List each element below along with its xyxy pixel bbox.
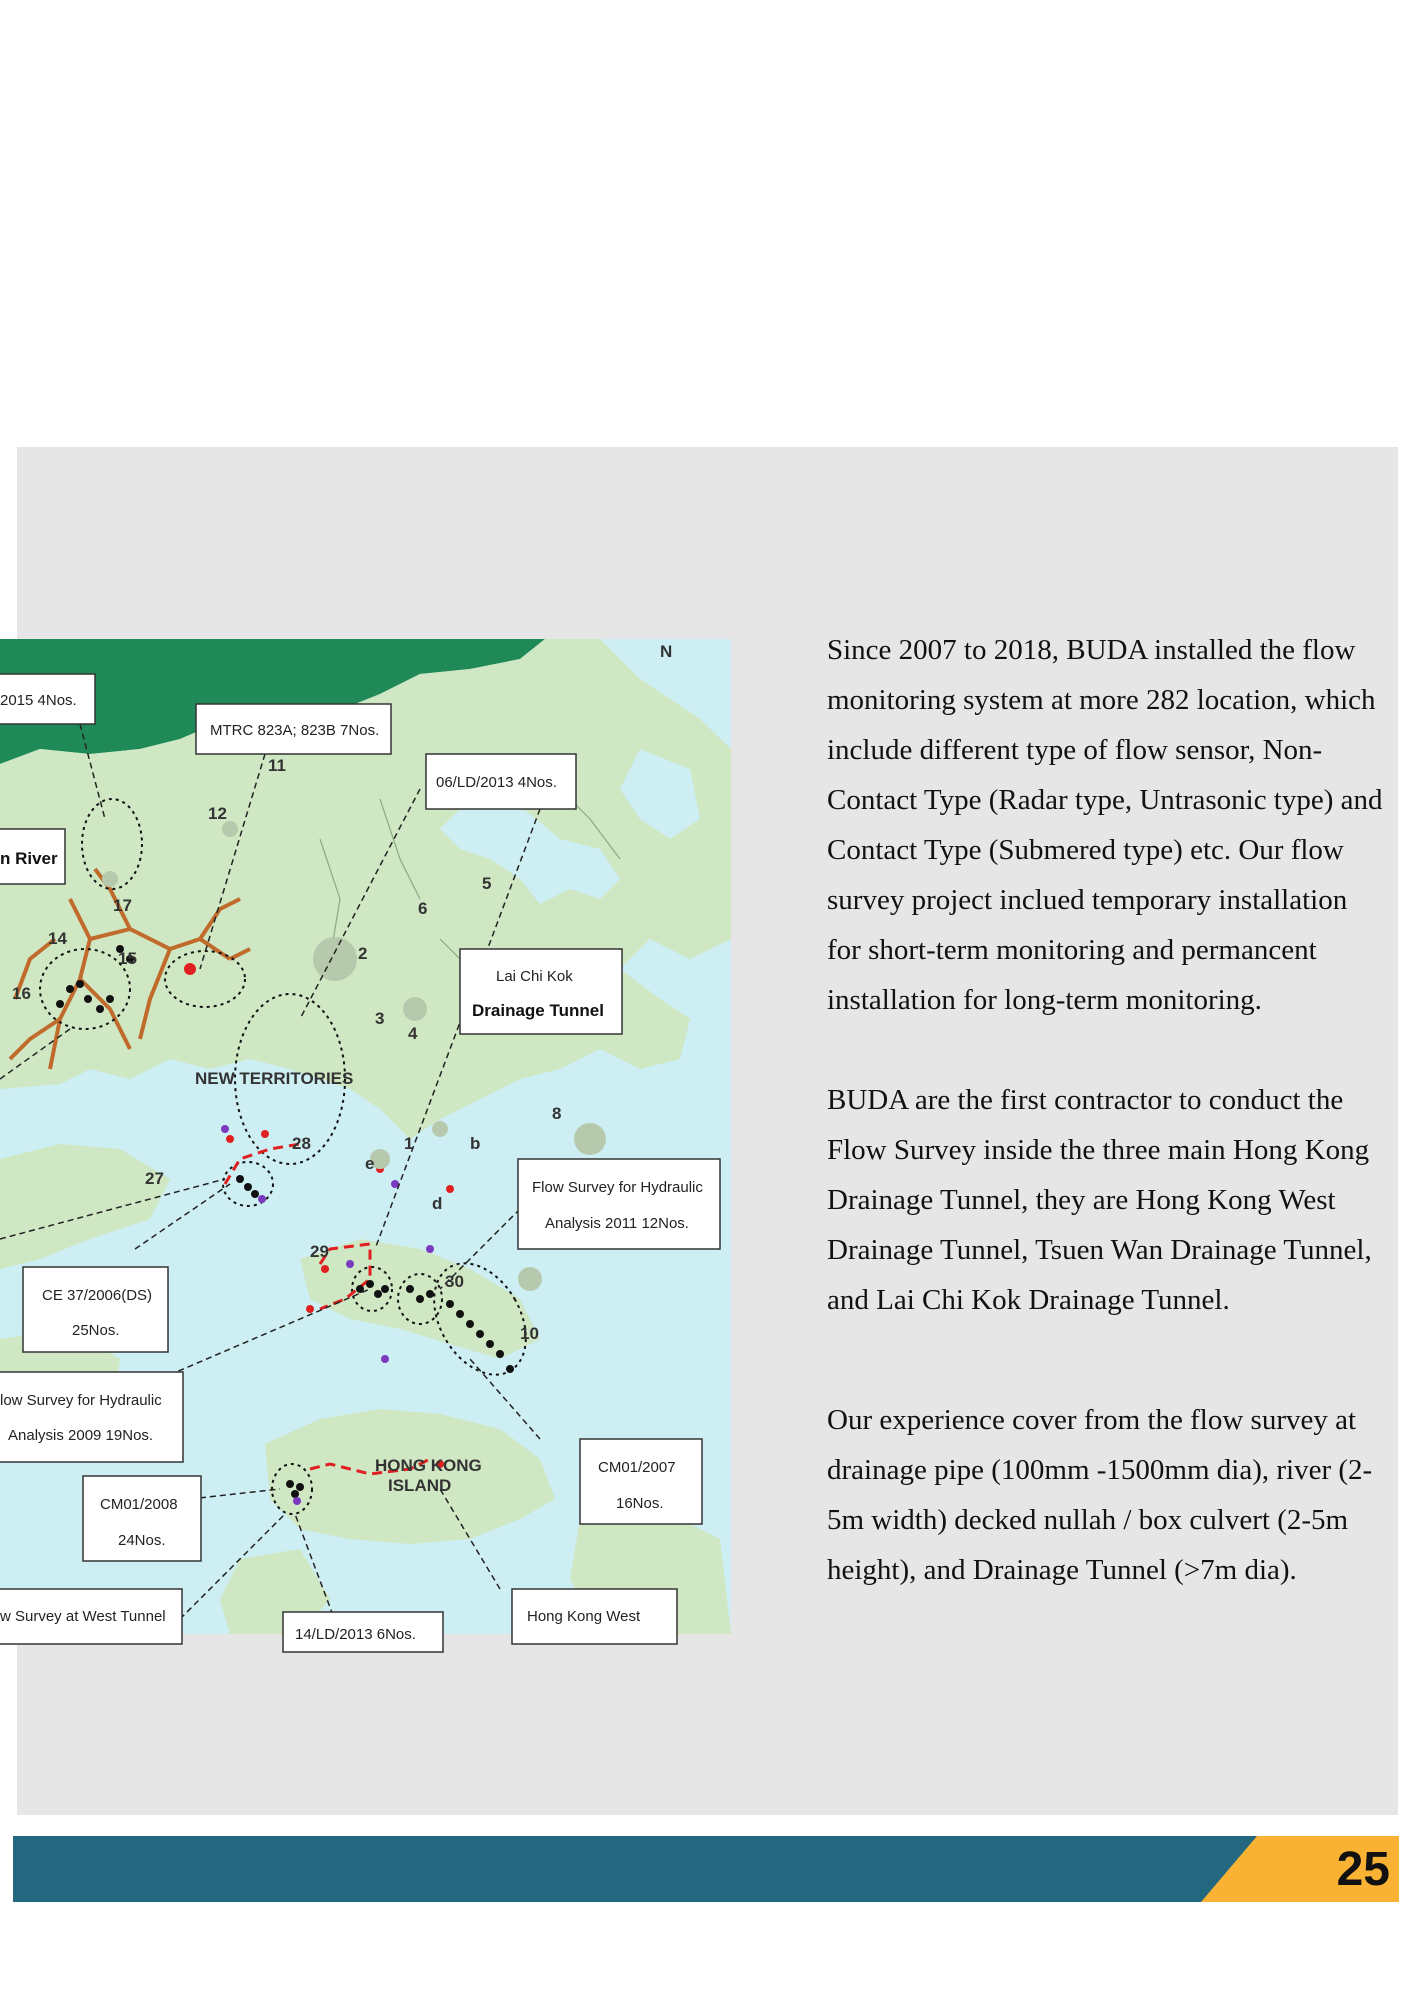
area-number: 8	[552, 1104, 562, 1123]
label-ce37-2: 25Nos.	[72, 1322, 120, 1339]
area-number: 12	[208, 804, 227, 823]
area-number: 3	[375, 1009, 385, 1028]
area-number: 10	[520, 1324, 539, 1343]
area-number: 6	[418, 899, 428, 918]
label-cm2008-1: CM01/2008	[100, 1496, 178, 1513]
area-number: 11	[268, 756, 286, 775]
label-hong-kong-west: Hong Kong West	[527, 1608, 641, 1625]
label-2015: 2015 4Nos.	[0, 692, 77, 709]
label-mtrc: MTRC 823A; 823B 7Nos.	[210, 722, 380, 739]
label-fs-2009-1: low Survey for Hydraulic	[0, 1392, 162, 1409]
label-fs-2009-2: Analysis 2009 19Nos.	[8, 1427, 154, 1444]
area-number: 1	[404, 1134, 414, 1153]
area-number: b	[470, 1134, 481, 1153]
label-ce37-1: CE 37/2006(DS)	[42, 1287, 153, 1304]
area-number: 14	[48, 929, 67, 948]
area-number: 28	[292, 1134, 311, 1153]
hk-island-text-2: ISLAND	[388, 1476, 452, 1495]
label-west-tunnel: w Survey at West Tunnel	[0, 1608, 166, 1625]
label-cm2007-2: 16Nos.	[616, 1495, 664, 1512]
area-number: 16	[12, 984, 31, 1003]
footer-bar	[13, 1836, 1399, 1902]
area-number: 5	[482, 874, 492, 893]
label-14-ld-2013: 14/LD/2013 6Nos.	[295, 1626, 416, 1643]
label-06-ld-2013: 06/LD/2013 4Nos.	[436, 774, 557, 791]
label-cm2008-2: 24Nos.	[118, 1532, 166, 1549]
area-number: 27	[145, 1169, 164, 1188]
label-lai-chi-kok-2: Drainage Tunnel	[472, 1001, 604, 1020]
area-number: d	[432, 1194, 443, 1213]
area-number: 2	[358, 944, 368, 963]
flow-survey-map	[0, 639, 731, 1643]
footer-blue-band	[13, 1836, 1399, 1902]
page-number: 25	[1336, 1843, 1390, 1896]
label-river: n River	[0, 849, 58, 868]
paragraph-1: Since 2007 to 2018, BUDA installed the flow monitoring system at more 282 location, which include different type of flow sensor, Non-Contact Type (Radar type, Untrasonic type) and Contact Type (Submered type) etc. Our flow survey project inclued temporary installation for short-term monitoring and permancent installation for long-term monitoring.	[827, 634, 1383, 1016]
area-number: 4	[408, 1024, 418, 1043]
label-fs-2011-1: Flow Survey for Hydraulic	[532, 1179, 703, 1196]
paragraph-3: Our experience cover from the flow survey at drainage pipe (100mm -1500mm dia), river (2-5m width) decked nullah / box culvert (2-5m height), and Drainage Tunnel (>7m dia).	[827, 1404, 1373, 1586]
hk-island-text-1: HONG KONG	[375, 1456, 482, 1475]
paragraph-2: BUDA are the first contractor to conduct the Flow Survey inside the three main Hong Kong Drainage Tunnel, they are Hong Kong West Drainage Tunnel, Tsuen Wan Drainage Tunnel, and Lai Chi Kok Drainage Tunnel.	[827, 1084, 1372, 1316]
body-text	[827, 625, 1387, 1645]
area-number: 29	[310, 1242, 329, 1261]
label-cm2007-1: CM01/2007	[598, 1459, 676, 1476]
area-number: e	[365, 1154, 375, 1173]
area-number: 15	[118, 949, 137, 968]
north-arrow: N	[660, 642, 673, 661]
new-territories-text: NEW TERRITORIES	[195, 1069, 354, 1088]
label-fs-2011-2: Analysis 2011 12Nos.	[545, 1215, 689, 1232]
area-number: 30	[445, 1272, 464, 1291]
label-lai-chi-kok-1: Lai Chi Kok	[496, 968, 573, 985]
area-number: 17	[113, 896, 132, 915]
